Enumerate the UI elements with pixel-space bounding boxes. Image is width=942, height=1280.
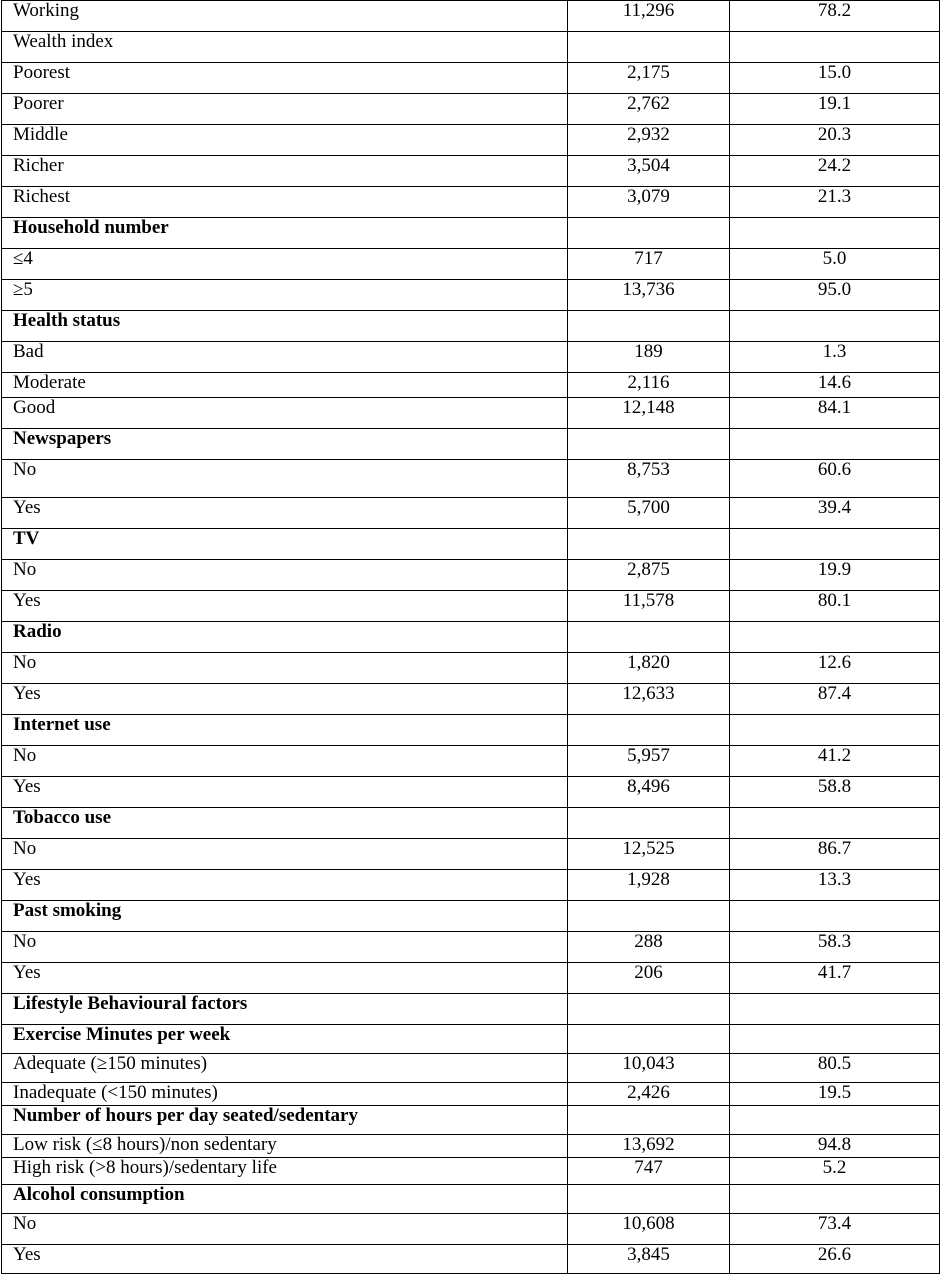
- table-row: [2, 839, 940, 870]
- row-label: Poorer: [2, 94, 568, 125]
- row-percent: 26.6: [730, 1245, 940, 1274]
- row-percent: 21.3: [730, 187, 940, 218]
- row-count: 2,116: [568, 373, 730, 398]
- row-label: High risk (>8 hours)/sedentary life: [2, 1158, 568, 1185]
- row-count: 3,845: [568, 1245, 730, 1274]
- row-percent: [730, 1106, 940, 1135]
- row-count: 717: [568, 249, 730, 280]
- row-percent: 20.3: [730, 125, 940, 156]
- row-count: [568, 1185, 730, 1214]
- row-percent: 73.4: [730, 1214, 940, 1245]
- row-percent: [730, 622, 940, 653]
- row-percent: 19.1: [730, 94, 940, 125]
- table-row: [2, 963, 940, 994]
- row-percent: 58.8: [730, 777, 940, 808]
- row-percent: 5.0: [730, 249, 940, 280]
- row-count: 747: [568, 1158, 730, 1185]
- row-count: [568, 311, 730, 342]
- table-row: [2, 498, 940, 529]
- row-percent: [730, 808, 940, 839]
- table-row: [2, 932, 940, 963]
- table-row: [2, 591, 940, 622]
- row-count: [568, 901, 730, 932]
- row-percent: 5.2: [730, 1158, 940, 1185]
- table-row: [2, 1, 940, 32]
- row-count: 8,753: [568, 460, 730, 498]
- row-count: 2,762: [568, 94, 730, 125]
- table-section-heading: [2, 529, 940, 560]
- row-count: 288: [568, 932, 730, 963]
- row-label: Working: [2, 1, 568, 32]
- row-percent: 19.9: [730, 560, 940, 591]
- row-label: Yes: [2, 591, 568, 622]
- table-section-heading: [2, 218, 940, 249]
- table-row: [2, 373, 940, 398]
- row-label: Tobacco use: [2, 808, 568, 839]
- row-label: Internet use: [2, 715, 568, 746]
- table-section-heading: [2, 901, 940, 932]
- row-label: No: [2, 839, 568, 870]
- row-label: No: [2, 560, 568, 591]
- row-percent: 58.3: [730, 932, 940, 963]
- table-row: [2, 63, 940, 94]
- row-percent: 87.4: [730, 684, 940, 715]
- row-count: [568, 1025, 730, 1054]
- table-row: [2, 746, 940, 777]
- row-label: Richer: [2, 156, 568, 187]
- row-label: Moderate: [2, 373, 568, 398]
- row-label: Yes: [2, 963, 568, 994]
- row-percent: 95.0: [730, 280, 940, 311]
- table-section-heading: [2, 1025, 940, 1054]
- row-label: Newspapers: [2, 429, 568, 460]
- row-percent: 19.5: [730, 1083, 940, 1106]
- row-percent: [730, 311, 940, 342]
- row-count: [568, 808, 730, 839]
- row-label: TV: [2, 529, 568, 560]
- table-row: [2, 870, 940, 901]
- table-row: [2, 342, 940, 373]
- row-count: 12,148: [568, 398, 730, 429]
- row-percent: 15.0: [730, 63, 940, 94]
- row-label: Adequate (≥150 minutes): [2, 1054, 568, 1083]
- row-count: 2,875: [568, 560, 730, 591]
- row-count: [568, 218, 730, 249]
- row-count: 2,426: [568, 1083, 730, 1106]
- row-count: [568, 1106, 730, 1135]
- row-label: Middle: [2, 125, 568, 156]
- table-section-heading: [2, 994, 940, 1025]
- row-percent: 41.2: [730, 746, 940, 777]
- row-label: Inadequate (<150 minutes): [2, 1083, 568, 1106]
- table-row: [2, 560, 940, 591]
- row-percent: 41.7: [730, 963, 940, 994]
- table-row: [2, 777, 940, 808]
- row-percent: 86.7: [730, 839, 940, 870]
- row-label: No: [2, 653, 568, 684]
- row-label: ≥5: [2, 280, 568, 311]
- row-label: No: [2, 932, 568, 963]
- table-row: [2, 1054, 940, 1083]
- row-count: [568, 429, 730, 460]
- table-row: [2, 1083, 940, 1106]
- row-count: [568, 529, 730, 560]
- table-row: [2, 460, 940, 498]
- table-row: [2, 32, 940, 63]
- row-label: Health status: [2, 311, 568, 342]
- row-label: Wealth index: [2, 32, 568, 63]
- table-section-heading: [2, 429, 940, 460]
- row-label: Bad: [2, 342, 568, 373]
- table-row: [2, 1245, 940, 1274]
- row-label: ≤4: [2, 249, 568, 280]
- row-label: Alcohol consumption: [2, 1185, 568, 1214]
- row-label: Richest: [2, 187, 568, 218]
- table-row: [2, 187, 940, 218]
- table-section-heading: [2, 1185, 940, 1214]
- row-count: 12,525: [568, 839, 730, 870]
- table-row: [2, 684, 940, 715]
- row-percent: [730, 218, 940, 249]
- table-row: [2, 156, 940, 187]
- row-label: Yes: [2, 498, 568, 529]
- row-count: 3,504: [568, 156, 730, 187]
- row-label: Poorest: [2, 63, 568, 94]
- row-percent: 94.8: [730, 1135, 940, 1158]
- row-count: 1,928: [568, 870, 730, 901]
- table-section-heading: [2, 715, 940, 746]
- row-label: Yes: [2, 777, 568, 808]
- row-count: 189: [568, 342, 730, 373]
- data-table: [1, 0, 940, 1274]
- row-label: Yes: [2, 870, 568, 901]
- table-row: [2, 94, 940, 125]
- row-label: Good: [2, 398, 568, 429]
- row-label: Yes: [2, 1245, 568, 1274]
- table-row: [2, 280, 940, 311]
- row-count: [568, 994, 730, 1025]
- row-percent: 84.1: [730, 398, 940, 429]
- table-row: [2, 125, 940, 156]
- row-label: Lifestyle Behavioural factors: [2, 994, 568, 1025]
- row-percent: 24.2: [730, 156, 940, 187]
- row-label: No: [2, 746, 568, 777]
- row-percent: 13.3: [730, 870, 940, 901]
- row-count: [568, 715, 730, 746]
- table-row: [2, 1158, 940, 1185]
- row-label: Yes: [2, 684, 568, 715]
- row-label: Radio: [2, 622, 568, 653]
- row-count: 10,608: [568, 1214, 730, 1245]
- row-label: No: [2, 1214, 568, 1245]
- row-percent: [730, 1025, 940, 1054]
- row-count: 8,496: [568, 777, 730, 808]
- row-percent: [730, 1185, 940, 1214]
- row-label: Past smoking: [2, 901, 568, 932]
- row-percent: [730, 32, 940, 63]
- row-count: 10,043: [568, 1054, 730, 1083]
- row-count: 13,736: [568, 280, 730, 311]
- row-count: 12,633: [568, 684, 730, 715]
- row-count: 2,932: [568, 125, 730, 156]
- table-row: [2, 398, 940, 429]
- row-percent: 78.2: [730, 1, 940, 32]
- row-count: 1,820: [568, 653, 730, 684]
- row-percent: 1.3: [730, 342, 940, 373]
- row-count: 3,079: [568, 187, 730, 218]
- row-percent: [730, 429, 940, 460]
- row-count: 2,175: [568, 63, 730, 94]
- row-percent: [730, 901, 940, 932]
- row-count: 11,296: [568, 1, 730, 32]
- row-percent: 14.6: [730, 373, 940, 398]
- row-percent: 80.1: [730, 591, 940, 622]
- row-count: 13,692: [568, 1135, 730, 1158]
- row-percent: [730, 529, 940, 560]
- table-section-heading: [2, 1106, 940, 1135]
- row-label: No: [2, 460, 568, 498]
- row-percent: 39.4: [730, 498, 940, 529]
- table-row: [2, 1135, 940, 1158]
- table-row: [2, 653, 940, 684]
- row-label: Household number: [2, 218, 568, 249]
- row-count: 5,957: [568, 746, 730, 777]
- row-label: Exercise Minutes per week: [2, 1025, 568, 1054]
- row-label: Low risk (≤8 hours)/non sedentary: [2, 1135, 568, 1158]
- table-body: [2, 1, 940, 1274]
- row-count: [568, 622, 730, 653]
- row-count: 5,700: [568, 498, 730, 529]
- row-label: Number of hours per day seated/sedentary: [2, 1106, 568, 1135]
- row-count: [568, 32, 730, 63]
- row-percent: 80.5: [730, 1054, 940, 1083]
- row-percent: [730, 994, 940, 1025]
- row-count: 206: [568, 963, 730, 994]
- table-row: [2, 249, 940, 280]
- table-section-heading: [2, 622, 940, 653]
- row-count: 11,578: [568, 591, 730, 622]
- row-percent: [730, 715, 940, 746]
- table-section-heading: [2, 311, 940, 342]
- table-section-heading: [2, 808, 940, 839]
- table-row: [2, 1214, 940, 1245]
- row-percent: 12.6: [730, 653, 940, 684]
- row-percent: 60.6: [730, 460, 940, 498]
